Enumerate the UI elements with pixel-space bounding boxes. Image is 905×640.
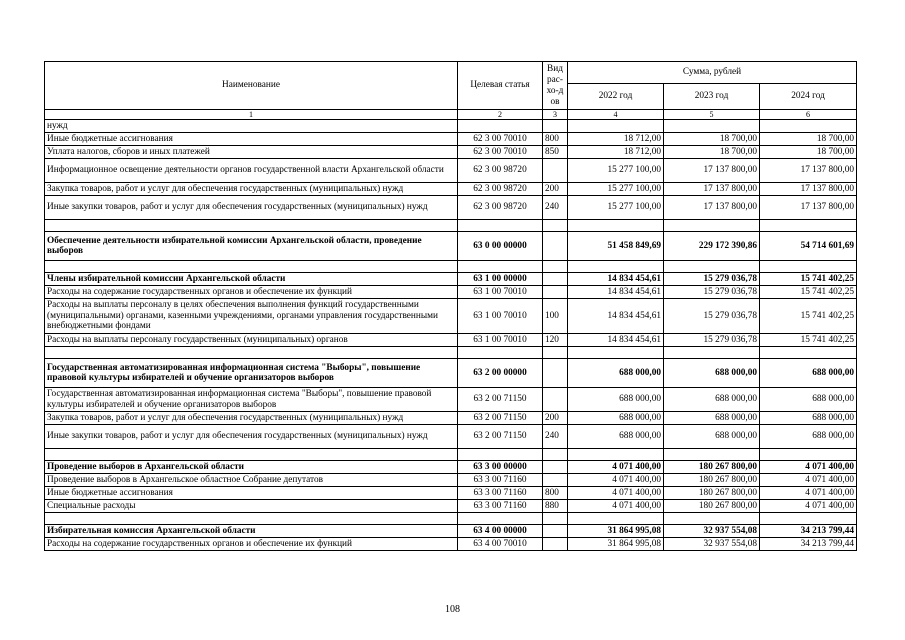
row-amount-2024-cell: 688 000,00: [760, 412, 857, 425]
page-number: 108: [445, 604, 460, 615]
row-amount-2022-cell: 14 834 454,61: [568, 334, 664, 347]
row-name-cell: [45, 261, 458, 273]
row-name-cell: Обеспечение деятельности избирательной комиссии Архангельской области, проведение выборов: [45, 232, 458, 261]
row-amount-2022-cell: 15 277 100,00: [568, 183, 664, 196]
table-row: [45, 299, 857, 334]
row-amount-2023-cell: 688 000,00: [664, 412, 760, 425]
row-amount-2023-cell: 180 267 800,00: [664, 474, 760, 487]
table-row: [45, 500, 857, 513]
row-name-cell: [45, 449, 458, 461]
row-amount-2023-cell: 15 279 036,78: [664, 273, 760, 286]
row-amount-2023-cell: 15 279 036,78: [664, 299, 760, 334]
row-name-cell: Члены избирательной комиссии Архангельской области: [45, 273, 458, 286]
row-expense-kind-cell: [543, 286, 568, 299]
row-target-code-cell: 62 3 00 70010: [458, 133, 543, 146]
header-sum: Сумма, рублей: [568, 62, 857, 84]
row-name-cell: Расходы на выплаты персоналу в целях обеспечения выполнения функций государственными (муниципальными) органами, казенными учреждениями, органами управления государственными внебюджетными фондами: [45, 299, 458, 334]
row-amount-2024-cell: 15 741 402,25: [760, 299, 857, 334]
table-row: [45, 487, 857, 500]
row-amount-2022-cell: 4 071 400,00: [568, 461, 664, 474]
row-expense-kind-cell: [543, 525, 568, 538]
row-amount-2022-cell: 4 071 400,00: [568, 474, 664, 487]
header-year-2023: 2023 год: [664, 84, 760, 110]
row-expense-kind-cell: [543, 120, 568, 133]
row-target-code-cell: 62 3 00 98720: [458, 183, 543, 196]
budget-table-body: [45, 120, 857, 551]
row-amount-2022-cell: 14 834 454,61: [568, 299, 664, 334]
row-amount-2023-cell: [664, 261, 760, 273]
column-index: 2: [458, 110, 543, 120]
row-name-cell: Проведение выборов в Архангельской области: [45, 461, 458, 474]
row-name-cell: Информационное освещение деятельности органов государственной власти Архангельской области: [45, 159, 458, 183]
row-name-cell: Специальные расходы: [45, 500, 458, 513]
row-amount-2024-cell: 18 700,00: [760, 146, 857, 159]
row-target-code-cell: 63 2 00 71150: [458, 388, 543, 412]
row-amount-2024-cell: 34 213 799,44: [760, 538, 857, 551]
row-name-cell: Иные бюджетные ассигнования: [45, 133, 458, 146]
row-amount-2024-cell: 688 000,00: [760, 388, 857, 412]
row-name-cell: Государственная автоматизированная информационная система "Выборы", повышение правовой культуры избирателей и обучение организаторов выборов: [45, 359, 458, 388]
row-amount-2024-cell: [760, 220, 857, 232]
table-row: [45, 159, 857, 183]
row-amount-2022-cell: 688 000,00: [568, 412, 664, 425]
row-amount-2022-cell: 18 712,00: [568, 146, 664, 159]
row-target-code-cell: 63 4 00 00000: [458, 525, 543, 538]
spacer-row: [45, 220, 857, 232]
table-row: [45, 388, 857, 412]
row-amount-2024-cell: 54 714 601,69: [760, 232, 857, 261]
table-row: [45, 146, 857, 159]
row-name-cell: Государственная автоматизированная информационная система "Выборы", повышение правовой культуры избирателей и обучение организаторов выборов: [45, 388, 458, 412]
row-name-cell: Расходы на выплаты персоналу государственных (муниципальных) органов: [45, 334, 458, 347]
table-row: [45, 286, 857, 299]
table-row: [45, 474, 857, 487]
row-target-code-cell: 62 3 00 98720: [458, 196, 543, 220]
row-name-cell: Проведение выборов в Архангельское областное Собрание депутатов: [45, 474, 458, 487]
column-index: 5: [664, 110, 760, 120]
column-index: 6: [760, 110, 857, 120]
table-row: [45, 133, 857, 146]
table-row: [45, 196, 857, 220]
header-year-2022: 2022 год: [568, 84, 664, 110]
row-expense-kind-cell: 120: [543, 334, 568, 347]
row-amount-2023-cell: 18 700,00: [664, 133, 760, 146]
row-amount-2022-cell: 688 000,00: [568, 388, 664, 412]
row-expense-kind-cell: 200: [543, 412, 568, 425]
row-amount-2024-cell: 4 071 400,00: [760, 474, 857, 487]
table-row: [45, 273, 857, 286]
row-amount-2023-cell: 18 700,00: [664, 146, 760, 159]
row-amount-2023-cell: 180 267 800,00: [664, 487, 760, 500]
row-amount-2023-cell: 32 937 554,08: [664, 525, 760, 538]
row-expense-kind-cell: [543, 273, 568, 286]
row-expense-kind-cell: [543, 261, 568, 273]
spacer-row: [45, 513, 857, 525]
spacer-row: [45, 347, 857, 359]
column-index: 4: [568, 110, 664, 120]
row-name-cell: [45, 220, 458, 232]
row-name-cell: [45, 347, 458, 359]
row-name-cell: Расходы на содержание государственных органов и обеспечение их функций: [45, 538, 458, 551]
row-expense-kind-cell: 850: [543, 146, 568, 159]
row-target-code-cell: 63 1 00 70010: [458, 299, 543, 334]
row-expense-kind-cell: 240: [543, 196, 568, 220]
row-amount-2024-cell: [760, 120, 857, 133]
spacer-row: [45, 261, 857, 273]
row-expense-kind-cell: 800: [543, 133, 568, 146]
row-amount-2023-cell: 688 000,00: [664, 359, 760, 388]
row-expense-kind-cell: 240: [543, 425, 568, 449]
row-expense-kind-cell: [543, 388, 568, 412]
row-amount-2023-cell: 17 137 800,00: [664, 196, 760, 220]
row-target-code-cell: 63 2 00 00000: [458, 359, 543, 388]
row-amount-2022-cell: 51 458 849,69: [568, 232, 664, 261]
row-name-cell: Избирательная комиссия Архангельской области: [45, 525, 458, 538]
row-expense-kind-cell: 200: [543, 183, 568, 196]
row-amount-2022-cell: [568, 220, 664, 232]
row-target-code-cell: 63 3 00 71160: [458, 487, 543, 500]
row-amount-2022-cell: [568, 513, 664, 525]
row-amount-2024-cell: 18 700,00: [760, 133, 857, 146]
row-name-cell: Иные бюджетные ассигнования: [45, 487, 458, 500]
table-row: [45, 359, 857, 388]
table-row: [45, 461, 857, 474]
table-row: [45, 425, 857, 449]
row-amount-2022-cell: 14 834 454,61: [568, 286, 664, 299]
row-name-cell: Расходы на содержание государственных органов и обеспечение их функций: [45, 286, 458, 299]
row-amount-2023-cell: 180 267 800,00: [664, 461, 760, 474]
row-name-cell: Уплата налогов, сборов и иных платежей: [45, 146, 458, 159]
row-amount-2022-cell: 15 277 100,00: [568, 196, 664, 220]
row-amount-2024-cell: 688 000,00: [760, 359, 857, 388]
row-expense-kind-cell: [543, 232, 568, 261]
row-amount-2023-cell: [664, 513, 760, 525]
row-amount-2024-cell: 4 071 400,00: [760, 487, 857, 500]
row-amount-2022-cell: 15 277 100,00: [568, 159, 664, 183]
table-row: [45, 538, 857, 551]
row-amount-2022-cell: [568, 120, 664, 133]
row-amount-2023-cell: 32 937 554,08: [664, 538, 760, 551]
row-name-cell: Иные закупки товаров, работ и услуг для обеспечения государственных (муниципальных) нужд: [45, 425, 458, 449]
table-row: [45, 183, 857, 196]
row-amount-2024-cell: 34 213 799,44: [760, 525, 857, 538]
row-amount-2023-cell: [664, 220, 760, 232]
row-amount-2023-cell: [664, 347, 760, 359]
row-expense-kind-cell: [543, 513, 568, 525]
header-name: Наименование: [45, 62, 458, 110]
row-amount-2022-cell: 688 000,00: [568, 425, 664, 449]
budget-table: [44, 61, 857, 551]
row-target-code-cell: 63 1 00 70010: [458, 286, 543, 299]
row-amount-2023-cell: 15 279 036,78: [664, 286, 760, 299]
table-row: [45, 120, 857, 133]
column-index: 3: [543, 110, 568, 120]
row-amount-2024-cell: [760, 449, 857, 461]
row-amount-2022-cell: 4 071 400,00: [568, 500, 664, 513]
row-amount-2024-cell: 4 071 400,00: [760, 500, 857, 513]
column-index: 1: [45, 110, 458, 120]
row-amount-2022-cell: 31 864 995,08: [568, 525, 664, 538]
table-row: [45, 525, 857, 538]
row-target-code-cell: [458, 449, 543, 461]
column-index-row: [45, 110, 857, 120]
row-amount-2023-cell: 180 267 800,00: [664, 500, 760, 513]
row-amount-2022-cell: 31 864 995,08: [568, 538, 664, 551]
row-target-code-cell: 63 3 00 00000: [458, 461, 543, 474]
row-amount-2023-cell: 17 137 800,00: [664, 183, 760, 196]
row-expense-kind-cell: [543, 461, 568, 474]
row-amount-2024-cell: 688 000,00: [760, 425, 857, 449]
row-target-code-cell: 63 1 00 00000: [458, 273, 543, 286]
table-row: [45, 412, 857, 425]
row-amount-2023-cell: [664, 449, 760, 461]
row-expense-kind-cell: [543, 359, 568, 388]
row-amount-2022-cell: 4 071 400,00: [568, 487, 664, 500]
row-amount-2024-cell: 15 741 402,25: [760, 334, 857, 347]
row-expense-kind-cell: [543, 159, 568, 183]
row-target-code-cell: [458, 347, 543, 359]
row-amount-2023-cell: [664, 120, 760, 133]
row-expense-kind-cell: [543, 347, 568, 359]
row-amount-2024-cell: 15 741 402,25: [760, 273, 857, 286]
row-amount-2024-cell: [760, 513, 857, 525]
row-target-code-cell: [458, 220, 543, 232]
header-expense-kind: Вид рас-хо-дов: [543, 62, 568, 110]
row-amount-2024-cell: 17 137 800,00: [760, 183, 857, 196]
row-amount-2024-cell: [760, 347, 857, 359]
row-expense-kind-cell: [543, 474, 568, 487]
row-amount-2022-cell: [568, 261, 664, 273]
row-amount-2024-cell: 17 137 800,00: [760, 159, 857, 183]
row-expense-kind-cell: [543, 449, 568, 461]
row-target-code-cell: 63 0 00 00000: [458, 232, 543, 261]
row-name-cell: Иные закупки товаров, работ и услуг для обеспечения государственных (муниципальных) нужд: [45, 196, 458, 220]
row-amount-2024-cell: 15 741 402,25: [760, 286, 857, 299]
row-target-code-cell: [458, 120, 543, 133]
row-amount-2022-cell: [568, 449, 664, 461]
row-amount-2023-cell: 229 172 390,86: [664, 232, 760, 261]
row-name-cell: [45, 513, 458, 525]
row-amount-2023-cell: 688 000,00: [664, 388, 760, 412]
row-amount-2022-cell: 14 834 454,61: [568, 273, 664, 286]
row-expense-kind-cell: 880: [543, 500, 568, 513]
row-target-code-cell: [458, 513, 543, 525]
table-row: [45, 334, 857, 347]
row-target-code-cell: [458, 261, 543, 273]
row-name-cell: нужд: [45, 120, 458, 133]
row-target-code-cell: 63 3 00 71160: [458, 500, 543, 513]
row-target-code-cell: 63 2 00 71150: [458, 412, 543, 425]
row-amount-2024-cell: 4 071 400,00: [760, 461, 857, 474]
row-name-cell: Закупка товаров, работ и услуг для обеспечения государственных (муниципальных) нужд: [45, 412, 458, 425]
row-expense-kind-cell: 800: [543, 487, 568, 500]
row-expense-kind-cell: 100: [543, 299, 568, 334]
row-target-code-cell: 62 3 00 98720: [458, 159, 543, 183]
row-amount-2024-cell: 17 137 800,00: [760, 196, 857, 220]
row-target-code-cell: 63 4 00 70010: [458, 538, 543, 551]
table-row: [45, 232, 857, 261]
row-target-code-cell: 62 3 00 70010: [458, 146, 543, 159]
row-amount-2024-cell: [760, 261, 857, 273]
row-amount-2022-cell: [568, 347, 664, 359]
spacer-row: [45, 449, 857, 461]
row-target-code-cell: 63 3 00 71160: [458, 474, 543, 487]
row-amount-2023-cell: 15 279 036,78: [664, 334, 760, 347]
row-amount-2022-cell: 688 000,00: [568, 359, 664, 388]
row-name-cell: Закупка товаров, работ и услуг для обеспечения государственных (муниципальных) нужд: [45, 183, 458, 196]
row-amount-2023-cell: 688 000,00: [664, 425, 760, 449]
row-amount-2023-cell: 17 137 800,00: [664, 159, 760, 183]
row-amount-2022-cell: 18 712,00: [568, 133, 664, 146]
header-year-2024: 2024 год: [760, 84, 857, 110]
row-target-code-cell: 63 2 00 71150: [458, 425, 543, 449]
row-target-code-cell: 63 1 00 70010: [458, 334, 543, 347]
row-expense-kind-cell: [543, 220, 568, 232]
row-expense-kind-cell: [543, 538, 568, 551]
header-target-article: Целевая статья: [458, 62, 543, 110]
